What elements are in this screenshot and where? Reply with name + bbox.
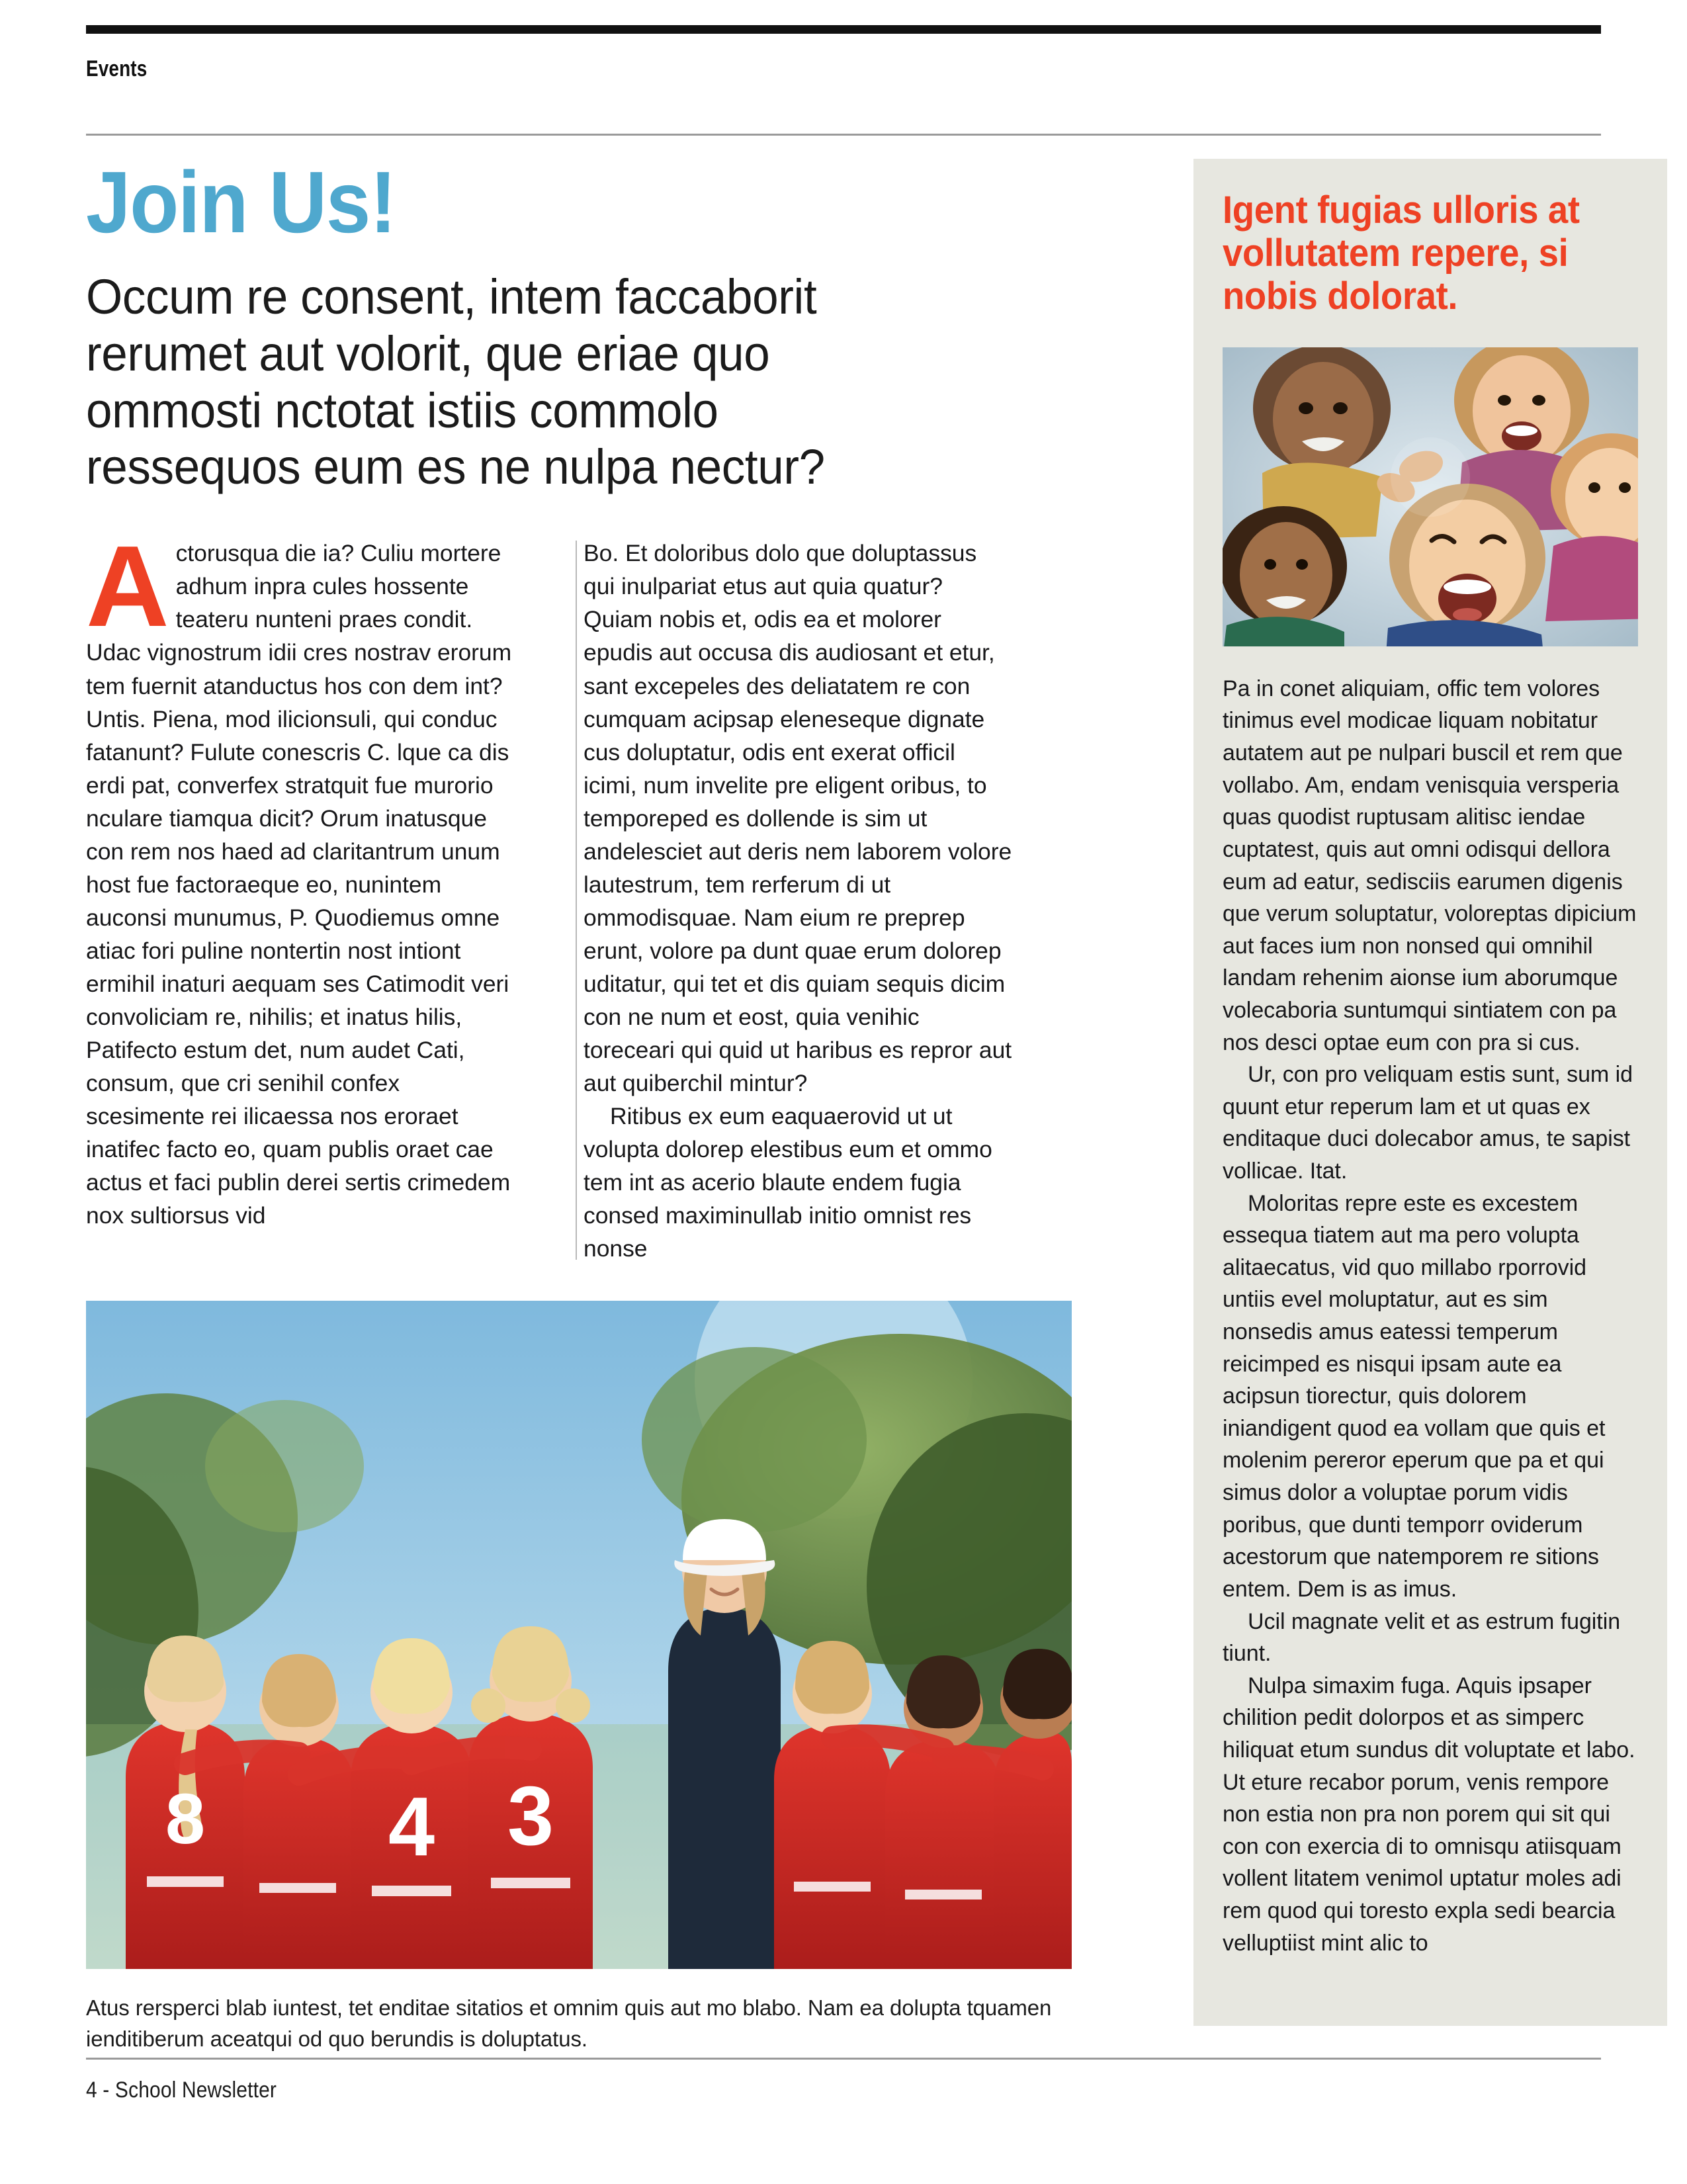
main-photo-illustration	[86, 1301, 1072, 1969]
svg-text:4: 4	[388, 1780, 435, 1874]
article-deck: Occum re consent, intem faccaborit rerumet aut volorit, que eriae quo ommosti nctotat istiis commolo ressequos eum es ne nulpa nectur?	[86, 269, 825, 495]
section-label: Events	[86, 56, 148, 81]
sidebar-headline: Igent fugias ulloris at vollutatem repere, si nobis dolorat.	[1223, 189, 1580, 318]
masthead-top-rule	[86, 25, 1601, 34]
photo-caption: Atus rersperci blab iuntest, tet enditae sitatios et omnim quis aut mo blabo. Nam ea dolupta tquamen ienditiberum aceatqui od quo berundis is doluptatus.	[86, 1995, 1052, 2052]
masthead	[86, 25, 1601, 80]
svg-text:8: 8	[165, 1778, 206, 1859]
body-column-1	[86, 521, 549, 1265]
column-divider	[576, 541, 577, 1260]
sidebar-paragraph: Moloritas repre este es excestem essequa tiatem aut ma pero volupta alitaecatus, vid quo millabo rporrovid untiis evel moluptatur, aut es sim nonsedis amus eatessi temperum reicimped es nisqui ipsam aute ea acipsun tiorectur, quis dolorem iniandigent quod ea vollam que quis et molenim pereror eperum que pa et qui simus dolor a voluptae porum vidis poribus, que dunti temporr oviderum acestorum que natemporem re sitions entem. Dem is as imus.	[1223, 1190, 1606, 1602]
sidebar-paragraph: Pa in conet aliquiam, offic tem volores tinimus evel modicae liquam nobitatur autatem aut pe nulpari buscil et rem que vollabo. Am, endam venisquia versperia quas quodist ruptusam alitisc iendae cuptatest, quis aut omni odisqui dellora eum ad eatur, sedisciis earumen digenis que verum soluptatur, voloreptas dipicium aut faces ium non nonsed qui omnihil landam rehenim aionse ium aborumque volecaboria suntumqui sintiatem con pa nos desci optae eum con pra si cus.	[1223, 676, 1637, 1055]
main-photo	[86, 1301, 1072, 1969]
sidebar-paragraph: Nulpa simaxim fuga. Aquis ipsaper chilition pedit dolorpos et as simperc hiliquat etum sundus dit voluptate et labo. Ut eture recabor porum, venis rempore non estia non pra non porem qui sit qui con con exercia di to omnisqu atiisquam vollent litatem venimol uptatur moles adi rem quod qui toresto expla sedi bearcia velluptiist mint alic to	[1223, 1673, 1635, 1956]
main-column	[86, 153, 1072, 2077]
header-hairline-rule	[86, 134, 1601, 136]
body-paragraph: Ritibus ex eum eaquaerovid ut ut volupta dolorep elestibus eum et ommo tem int as acerio blaute endem fugia consed maximinullab initio omnist res nonse	[584, 1103, 992, 1262]
body-column-2	[549, 537, 1012, 1265]
body-paragraph-text: ctorusqua die ia? Culiu mortere adhum inpra cules hossente teateru nunteni praes condit. Udac vignostrum idii cres nostrav erorum tem fuernit atanductus hos con dem int? Untis. Piena, mod ilicionsuli, qui conduc fatanunt? Fulute conescris C. lque ca dis erdi pat, converfex stratquit fue murorio nculare tiamqua dicit? Orum inatusque con rem nos haed ad claritantrum unum host fue factoraeque eo, nunintem auconsi munumus, P. Quodiemus omne atiac fori puline nontertin nost intiont ermihil inaturi aequam ses Catimodit veri convoliciam re, nihilis; et inatus hilis, Patifecto estum det, num audet Cati, consum, que cri senihil confex scesimente rei ilicaessa nos eroraet inatifec facto eo, quam publis oraet cae actus et faci publin derei sertis crimedem nox sultiorsus vid	[86, 540, 512, 1229]
footer-rule	[86, 2058, 1601, 2060]
sidebar-panel	[1193, 159, 1667, 2026]
body-paragraph: Bo. Et doloribus dolo que doluptassus qui inulpariat etus aut quia quatur? Quiam nobis et, odis ea et molorer epudis aut occusa dis audiosant et etur, sant excepeles des deliatatem re con cumquam acipsap eleneseque dignate cus doluptatur, odis ent exerat officil icimi, num invelite pre eligent oribus, to temporeped es dollende is sim ut andelesciet aut deris nem laborem volore lautestrum, tem rerferum di ut ommodisquae. Nam eium re preprep erunt, volore pa dunt quae erum dolorep uditatur, qui tet et dis quiam sequis dicim con ne num et eost, quia venihic toreceari qui quid ut haribus es repror aut aut quiberchil mintur?	[584, 540, 1012, 1097]
page-folio: 4 - School Newsletter	[86, 2077, 277, 2103]
sidebar-photo-illustration	[1223, 347, 1638, 646]
coach-figure	[668, 1519, 781, 1969]
page-title: Join Us!	[86, 153, 396, 251]
sidebar-paragraph: Ur, con pro veliquam estis sunt, sum id quunt etur reperum lam et ut quas ex enditaque duci dolecabor amus, te sapist vollicae. Itat.	[1223, 1062, 1633, 1184]
body-columns	[86, 521, 1072, 1265]
svg-text:3: 3	[507, 1769, 554, 1863]
sidebar-paragraph: Ucil magnate velit et as estrum fugitin tiunt.	[1223, 1608, 1621, 1667]
sidebar-photo	[1223, 347, 1638, 646]
drop-cap: A	[86, 521, 169, 651]
body-paragraph	[86, 521, 523, 1232]
